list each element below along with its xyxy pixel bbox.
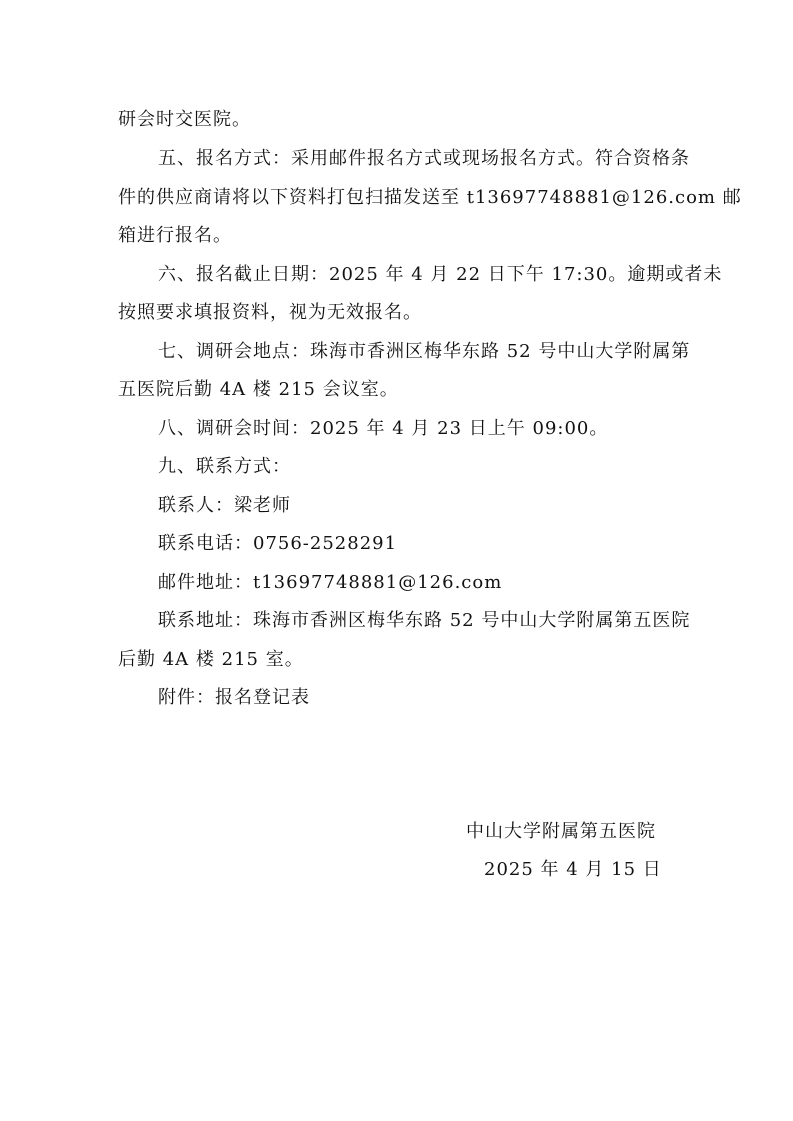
contact-phone: 联系电话：0756-2528291 [158,533,398,554]
text-line-continuation: 研会时交医院。 [118,109,251,130]
section-seven-line-2: 五医院后勤 4A 楼 215 会议室。 [118,379,399,400]
attachment: 附件：报名登记表 [158,687,310,708]
section-five-registration-method: 五、报名方式：采用邮件报名方式或现场报名方式。符合资格条 [158,148,690,169]
section-six-deadline: 六、报名截止日期：2025 年 4 月 22 日下午 17:30。逾期或者未 [158,264,723,285]
contact-person: 联系人：梁老师 [158,495,291,516]
section-five-line-3: 箱进行报名。 [118,225,232,246]
signature-organization: 中山大学附属第五医院 [466,821,656,842]
contact-address: 联系地址：珠海市香洲区梅华东路 52 号中山大学附属第五医院 [158,610,691,631]
contact-email: 邮件地址：t13697748881@126.com [158,572,503,593]
section-nine-contact: 九、联系方式： [158,456,291,477]
section-eight-time: 八、调研会时间：2025 年 4 月 23 日上午 09:00。 [158,418,609,439]
signature-date: 2025 年 4 月 15 日 [484,859,662,880]
section-five-line-2: 件的供应商请将以下资料打包扫描发送至 t13697748881@126.com 邮 [118,187,742,208]
contact-address-line-2: 后勤 4A 楼 215 室。 [118,649,304,670]
section-six-line-2: 按照要求填报资料，视为无效报名。 [118,302,422,323]
section-seven-location: 七、调研会地点：珠海市香洲区梅华东路 52 号中山大学附属第 [158,341,691,362]
